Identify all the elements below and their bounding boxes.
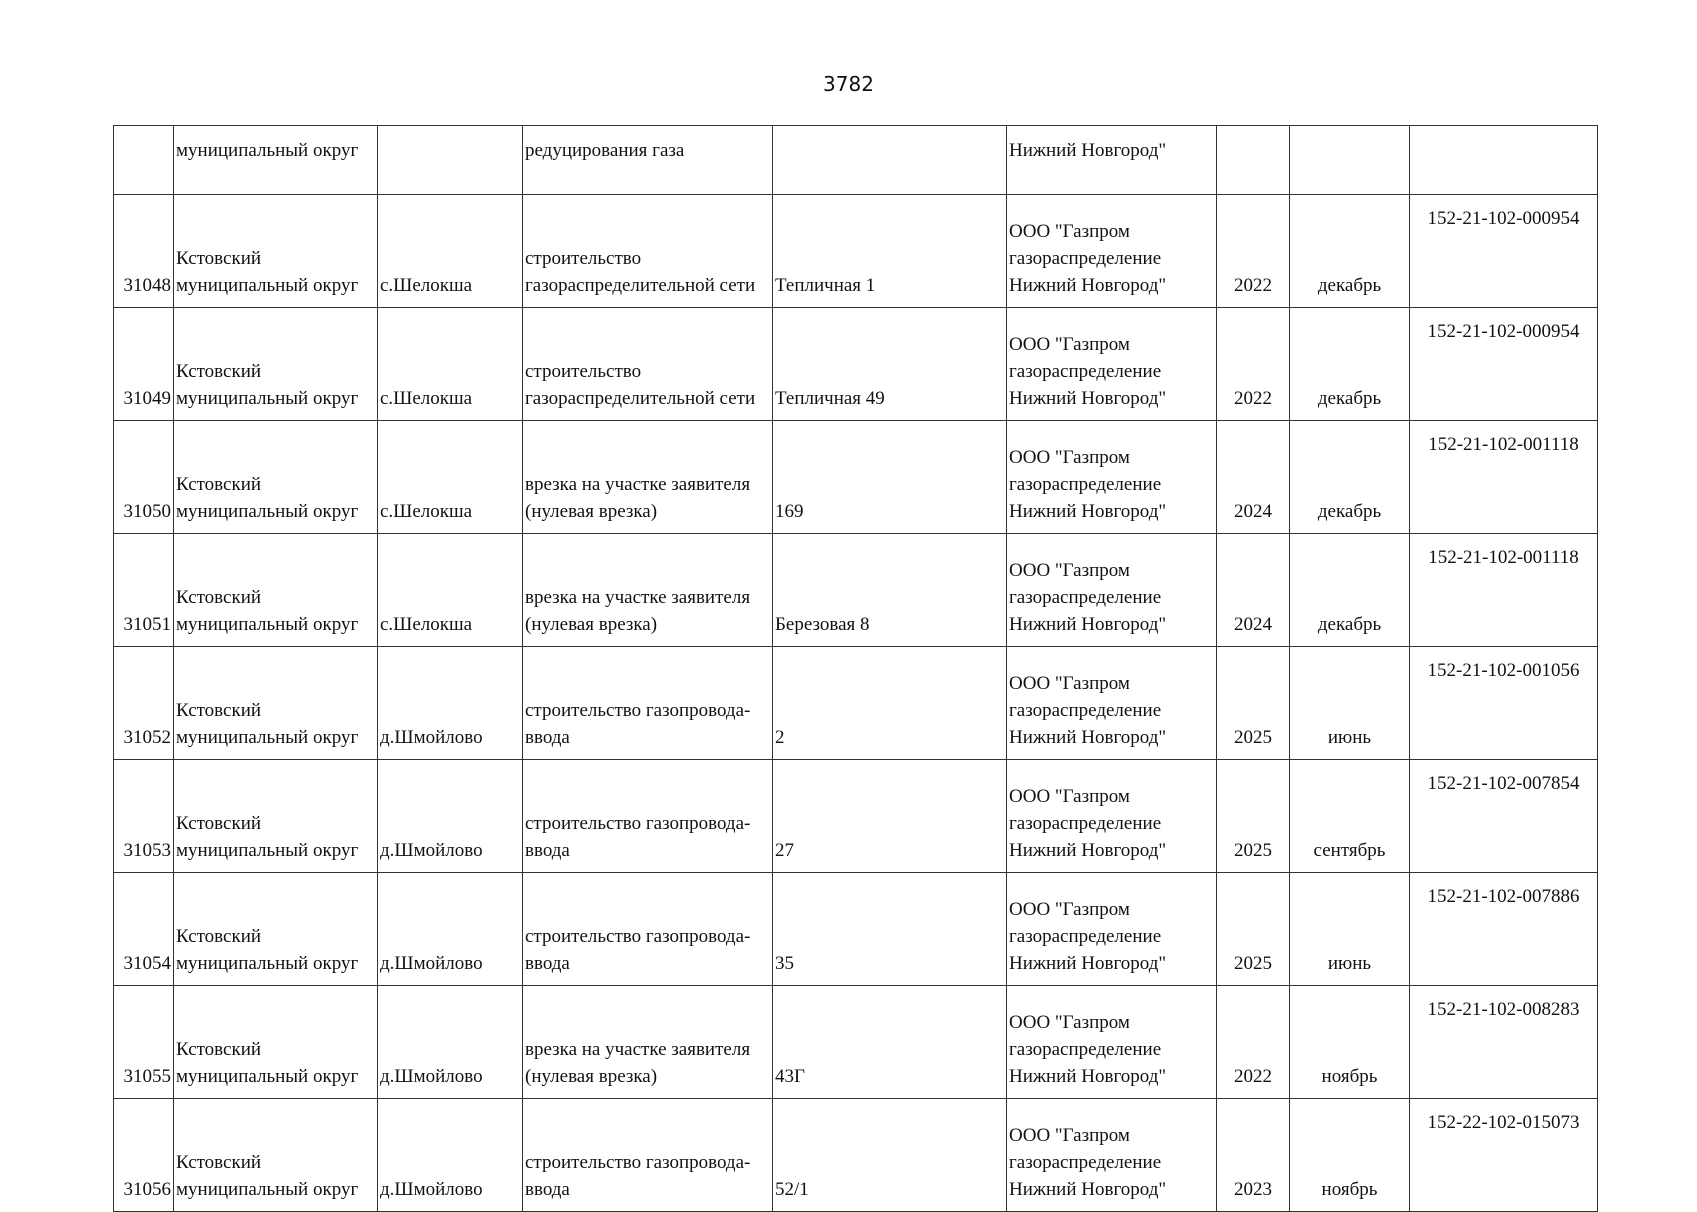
- table-row: [114, 534, 1598, 647]
- cell-settlement: с.Шелокша: [378, 308, 523, 421]
- district-line: Кстовский: [176, 700, 262, 721]
- district-line: Кстовский: [176, 248, 262, 269]
- operator-line: Нижний Новгород": [1009, 275, 1167, 296]
- cell-num: 31055: [114, 986, 174, 1099]
- cell-district: [174, 421, 378, 534]
- operator-line: ООО "Газпром: [1009, 221, 1130, 242]
- district-line: муниципальный округ: [176, 953, 359, 974]
- cell-request-id: 152-21-102-001118: [1410, 534, 1598, 647]
- cell-district: [174, 873, 378, 986]
- cell-work-type: [523, 1099, 773, 1212]
- work-line: ввода: [525, 953, 570, 974]
- operator-line: Нижний Новгород": [1009, 1179, 1167, 1200]
- district-line: муниципальный округ: [176, 388, 359, 409]
- cell-request-id: 152-21-102-001056: [1410, 647, 1598, 760]
- page-number: 3782: [823, 72, 874, 96]
- district-line: муниципальный округ: [176, 1179, 359, 1200]
- cell-request-id: [1410, 126, 1598, 195]
- cell-month: июнь: [1290, 647, 1410, 760]
- cell-work-type: [523, 421, 773, 534]
- operator-line: газораспределение: [1009, 1039, 1162, 1060]
- cell-settlement: д.Шмойлово: [378, 760, 523, 873]
- cell-num: 31050: [114, 421, 174, 534]
- cell-num: 31049: [114, 308, 174, 421]
- cell-year: 2022: [1217, 195, 1290, 308]
- table-row: [114, 986, 1598, 1099]
- cell-request-id: 152-21-102-001118: [1410, 421, 1598, 534]
- operator-line: Нижний Новгород": [1009, 953, 1167, 974]
- cell-address: Тепличная 1: [773, 195, 1007, 308]
- work-line: газораспределительной сети: [525, 275, 756, 296]
- cell-month: сентябрь: [1290, 760, 1410, 873]
- cell-district: [174, 195, 378, 308]
- cell-num: [114, 126, 174, 195]
- operator-line: газораспределение: [1009, 587, 1162, 608]
- cell-settlement: с.Шелокша: [378, 534, 523, 647]
- cell-district: [174, 986, 378, 1099]
- operator-line: ООО "Газпром: [1009, 560, 1130, 581]
- cell-operator: [1007, 760, 1217, 873]
- cell-request-id: 152-21-102-007854: [1410, 760, 1598, 873]
- cell-operator: [1007, 308, 1217, 421]
- table-row: [114, 308, 1598, 421]
- cell-address: 43Г: [773, 986, 1007, 1099]
- cell-address: Тепличная 49: [773, 308, 1007, 421]
- cell-year: 2025: [1217, 873, 1290, 986]
- cell-district: [174, 308, 378, 421]
- gasification-register-table: [113, 125, 1598, 1212]
- operator-line: ООО "Газпром: [1009, 1125, 1130, 1146]
- operator-line: ООО "Газпром: [1009, 899, 1130, 920]
- cell-district: [174, 760, 378, 873]
- cell-settlement: с.Шелокша: [378, 195, 523, 308]
- cell-month: декабрь: [1290, 421, 1410, 534]
- work-line: строительство газопровода-: [525, 813, 751, 834]
- district-line: Кстовский: [176, 813, 262, 834]
- operator-line: Нижний Новгород": [1009, 501, 1167, 522]
- cell-month: декабрь: [1290, 308, 1410, 421]
- work-line: строительство: [525, 248, 642, 269]
- cell-settlement: д.Шмойлово: [378, 986, 523, 1099]
- operator-line: Нижний Новгород": [1009, 727, 1167, 748]
- cell-district: [174, 647, 378, 760]
- cell-request-id: 152-21-102-000954: [1410, 308, 1598, 421]
- cell-num: 31052: [114, 647, 174, 760]
- cell-month: декабрь: [1290, 195, 1410, 308]
- cell-month: июнь: [1290, 873, 1410, 986]
- operator-line: газораспределение: [1009, 1152, 1162, 1173]
- district-line: муниципальный округ: [176, 727, 359, 748]
- table-row: [114, 195, 1598, 308]
- table-row: [114, 647, 1598, 760]
- table-row: [114, 873, 1598, 986]
- cell-month: ноябрь: [1290, 986, 1410, 1099]
- district-line: Кстовский: [176, 361, 262, 382]
- operator-line: Нижний Новгород": [1009, 388, 1167, 409]
- cell-year: 2024: [1217, 421, 1290, 534]
- cell-request-id: 152-21-102-007886: [1410, 873, 1598, 986]
- cell-operator: [1007, 873, 1217, 986]
- cell-operator: [1007, 421, 1217, 534]
- cell-request-id: 152-21-102-000954: [1410, 195, 1598, 308]
- cell-district: [174, 1099, 378, 1212]
- operator-line: ООО "Газпром: [1009, 673, 1130, 694]
- cell-year: 2022: [1217, 986, 1290, 1099]
- district-line: Кстовский: [176, 474, 262, 495]
- district-line: Кстовский: [176, 1039, 262, 1060]
- cell-num: 31053: [114, 760, 174, 873]
- cell-settlement: д.Шмойлово: [378, 873, 523, 986]
- table-row: [114, 1099, 1598, 1212]
- operator-line: газораспределение: [1009, 474, 1162, 495]
- cell-address: 169: [773, 421, 1007, 534]
- cell-address: 35: [773, 873, 1007, 986]
- cell-work-type: [523, 195, 773, 308]
- cell-operator: [1007, 647, 1217, 760]
- district-line: муниципальный округ: [176, 614, 359, 635]
- cell-operator: [1007, 986, 1217, 1099]
- cell-year: 2024: [1217, 534, 1290, 647]
- cell-year: 2025: [1217, 760, 1290, 873]
- operator-line: газораспределение: [1009, 361, 1162, 382]
- district-line: муниципальный округ: [176, 501, 359, 522]
- operator-line: ООО "Газпром: [1009, 786, 1130, 807]
- district-line: муниципальный округ: [176, 840, 359, 861]
- cell-request-id: 152-22-102-015073: [1410, 1099, 1598, 1212]
- cell-num: 31054: [114, 873, 174, 986]
- cell-operator: Нижний Новгород": [1007, 126, 1217, 195]
- work-line: врезка на участке заявителя: [525, 474, 751, 495]
- work-line: (нулевая врезка): [525, 1066, 658, 1087]
- operator-line: Нижний Новгород": [1009, 614, 1167, 635]
- work-line: врезка на участке заявителя: [525, 1039, 751, 1060]
- cell-settlement: д.Шмойлово: [378, 647, 523, 760]
- cell-num: 31051: [114, 534, 174, 647]
- work-line: строительство газопровода-: [525, 700, 751, 721]
- cell-num: 31056: [114, 1099, 174, 1212]
- cell-settlement: [378, 126, 523, 195]
- cell-year: [1217, 126, 1290, 195]
- cell-work-type: [523, 760, 773, 873]
- continuation-row: [114, 126, 1598, 195]
- cell-operator: [1007, 195, 1217, 308]
- cell-year: 2023: [1217, 1099, 1290, 1212]
- operator-line: ООО "Газпром: [1009, 447, 1130, 468]
- cell-month: декабрь: [1290, 534, 1410, 647]
- table-row: [114, 421, 1598, 534]
- district-line: Кстовский: [176, 926, 262, 947]
- district-line: муниципальный округ: [176, 1066, 359, 1087]
- operator-line: газораспределение: [1009, 926, 1162, 947]
- work-line: ввода: [525, 840, 570, 861]
- cell-work-type: [523, 873, 773, 986]
- cell-work-type: [523, 647, 773, 760]
- cell-address: 27: [773, 760, 1007, 873]
- cell-month: ноябрь: [1290, 1099, 1410, 1212]
- cell-work-type: редуцирования газа: [523, 126, 773, 195]
- work-line: врезка на участке заявителя: [525, 587, 751, 608]
- cell-address: 52/1: [773, 1099, 1007, 1212]
- work-line: газораспределительной сети: [525, 388, 756, 409]
- cell-year: 2025: [1217, 647, 1290, 760]
- cell-num: 31048: [114, 195, 174, 308]
- table-row: [114, 760, 1598, 873]
- work-line: ввода: [525, 1179, 570, 1200]
- cell-settlement: д.Шмойлово: [378, 1099, 523, 1212]
- cell-address: 2: [773, 647, 1007, 760]
- cell-address: [773, 126, 1007, 195]
- table-body: [114, 126, 1598, 1212]
- work-line: ввода: [525, 727, 570, 748]
- cell-district: муниципальный округ: [174, 126, 378, 195]
- operator-line: Нижний Новгород": [1009, 840, 1167, 861]
- operator-line: газораспределение: [1009, 813, 1162, 834]
- work-line: (нулевая врезка): [525, 501, 658, 522]
- cell-address: Березовая 8: [773, 534, 1007, 647]
- cell-operator: [1007, 1099, 1217, 1212]
- work-line: (нулевая врезка): [525, 614, 658, 635]
- cell-month: [1290, 126, 1410, 195]
- work-line: строительство газопровода-: [525, 1152, 751, 1173]
- operator-line: Нижний Новгород": [1009, 1066, 1167, 1087]
- work-line: строительство: [525, 361, 642, 382]
- cell-operator: [1007, 534, 1217, 647]
- operator-line: газораспределение: [1009, 248, 1162, 269]
- cell-work-type: [523, 308, 773, 421]
- cell-work-type: [523, 986, 773, 1099]
- cell-work-type: [523, 534, 773, 647]
- work-line: строительство газопровода-: [525, 926, 751, 947]
- operator-line: газораспределение: [1009, 700, 1162, 721]
- district-line: Кстовский: [176, 1152, 262, 1173]
- operator-line: ООО "Газпром: [1009, 334, 1130, 355]
- cell-district: [174, 534, 378, 647]
- district-line: муниципальный округ: [176, 275, 359, 296]
- district-line: Кстовский: [176, 587, 262, 608]
- cell-year: 2022: [1217, 308, 1290, 421]
- operator-line: ООО "Газпром: [1009, 1012, 1130, 1033]
- cell-request-id: 152-21-102-008283: [1410, 986, 1598, 1099]
- cell-settlement: с.Шелокша: [378, 421, 523, 534]
